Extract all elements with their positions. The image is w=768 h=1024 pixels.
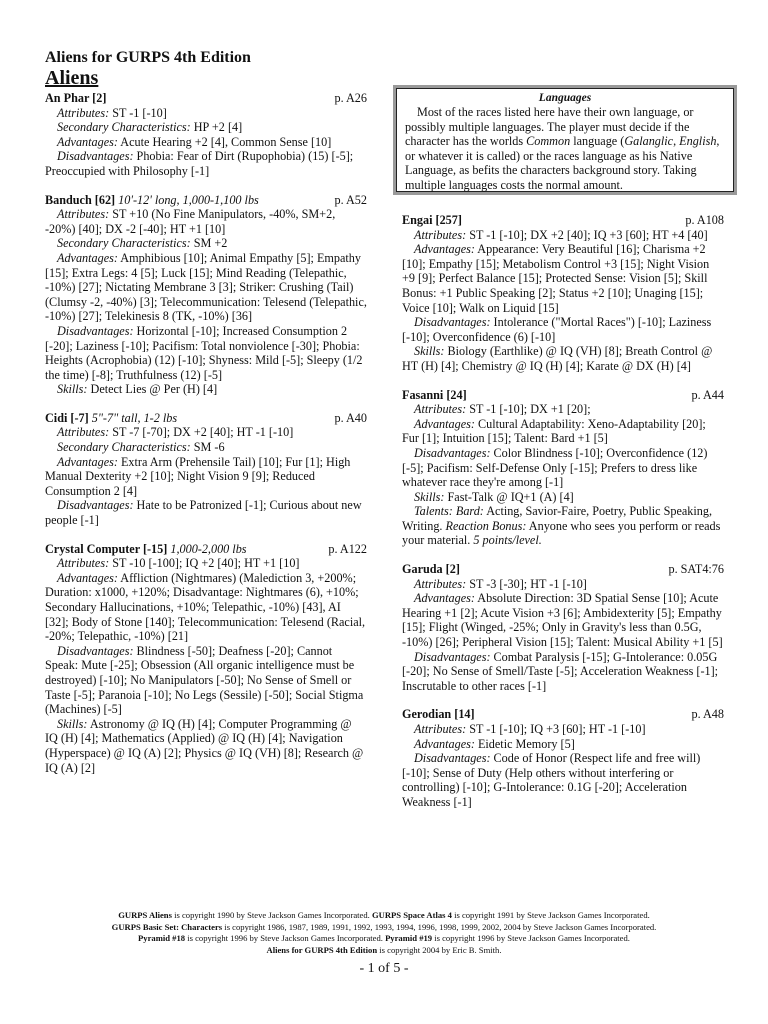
copyright-text: is copyright 1996 by Steve Jackson Games Incorporated. [185,933,386,944]
race-heading [402,562,724,577]
trait-label: Advantages: [57,570,118,585]
trait-line [402,402,724,417]
race-entry [45,193,367,397]
trait-line [45,440,367,455]
trait-text: Eidetic Memory [5] [477,736,575,751]
indent [45,207,57,221]
indent [402,228,414,242]
page-reference: p. SAT4:76 [668,562,724,577]
trait-text: Anyone who sees you perform or reads your material. [402,518,721,548]
trait-line [402,228,724,243]
trait-text: Amphibious [10]; Animal Empathy [5]; Empathy [15]; Extra Legs: 4 [5]; Luck [15]; Mind Reading (Telepathic, -10%) [27]; Nictating Membrane 3 [3]; Striker: Crushing (Tail) (Clumsy -2, -40%) [3]; Telecommunication: Telesend (Telepathic, -10%) [27]; Telekinesis 8 (TK, -10%) [36] [45,250,367,324]
page-number: - 1 of 5 - [359,961,409,976]
indent [45,425,57,439]
race-heading [402,707,724,722]
sidebar-text-run: , [673,134,680,149]
trait-text: ST -1 [-10]; IQ +3 [60]; HT -1 [-10] [469,722,646,736]
trait-text: Hate to be Patronized [-1]; Curious about new people [-1] [45,498,362,528]
trait-label: Attributes: [57,425,110,440]
trait-text: Astronomy @ IQ (H) [4]; Computer Programming @ IQ (H) [4]; Mathematics (Applied) @ IQ (H) [4]; Navigation (Hyperspace) @ IQ (A) [2]; Physics @ IQ (VH) [8]; Research @ IQ (A) [2] [45,716,364,775]
trait-line [45,324,367,382]
trait-label: Disadvantages: [57,643,134,658]
trait-label: Advantages: [414,242,475,257]
emphasized-term: English [679,134,717,149]
race-entry [402,388,724,549]
right-column [402,213,724,824]
trait-line [402,577,724,592]
race-entry [45,91,367,179]
trait-text: ST -10 [-100]; IQ +2 [40]; HT +1 [10] [112,556,300,571]
indent [45,149,57,163]
trait-text: Acute Hearing +2 [4], Common Sense [10] [120,134,332,149]
trait-text: Color Blindness [-10]; Overconfidence (12) [-5]; Pacifism: Self-Defense Only [-15]; Prefers to dress like whatever race they're among [-1] [402,445,708,490]
trait-label: Skills: [414,489,445,504]
indent [402,650,414,664]
trait-line [45,251,367,324]
trait-text: Code of Honor (Respect life and free will) [-10]; Sense of Duty (Help others without interfering or controlling) [-10]; G-Intolerance: 0.1G [-20]; Acceleration Weakness [-1] [402,751,701,809]
page-reference: p. A26 [334,91,367,105]
race-heading [45,91,367,106]
race-name-group [45,193,259,208]
trait-label: Disadvantages: [57,149,134,164]
trait-text: ST -1 [-10]; DX +1 [20]; [469,402,591,417]
work-title: Pyramid #18 [138,933,186,944]
sidebar-text-run: language ( [570,134,625,149]
copyright-line [40,922,728,934]
race-entry [45,542,367,776]
indent [45,382,57,396]
trait-line [45,120,367,135]
race-heading [45,542,367,557]
trait-line [402,242,724,315]
work-title: GURPS Aliens [118,910,172,920]
trait-text: Blindness [-50]; Deafness [-20]; Cannot Speak: Mute [-25]; Obsession (All organic intelligence must be destroyed) [-10]; No Manipulators [-50]; No Sense of Smell or Taste [-5]; Paranoia [-10]; No Legs (Sessile) [-50]; Social Stigma (Machines) [-5] [45,643,364,717]
indent [45,455,57,469]
trait-text: ST -7 [-70]; DX +2 [40]; HT -1 [-10] [112,425,294,440]
trait-text: Cultural Adaptability: Xeno-Adaptability [20]; Fur [1]; Intuition [15]; Talent: Bard +1 [5] [402,416,706,446]
trait-line [402,737,724,752]
trait-line [402,650,724,694]
trait-label: Attributes: [57,207,110,222]
race-name-group [402,388,467,403]
page-reference: p. A44 [691,387,724,402]
trait-label: Disadvantages: [414,315,491,330]
indent [45,644,57,658]
trait-text: Absolute Direction: 3D Spatial Sense [10]; Acute Hearing +1 [2]; Acute Vision +3 [6]; Ambidexterity [5]; Empathy [15]; Flight (Winged, -25%; Only in Gravity's less than 0.5G, -10%) [26]; Peripheral Vision [15]; Talent: Musical Ability +1 [5] [402,591,723,650]
page-reference: p. A122 [328,541,367,556]
indent [45,717,57,731]
trait-line [45,207,367,236]
trait-line [402,722,724,737]
indent [402,402,414,416]
work-title: Pyramid #19 [385,933,433,944]
work-title: GURPS Space Atlas 4 [371,910,452,920]
trait-label: Advantages: [414,591,475,606]
indent [402,577,414,591]
indent [45,571,57,585]
race-name: An Phar [2] [45,91,107,105]
trait-label: Attributes: [414,722,467,736]
trait-text: ST -1 [-10]; DX +2 [40]; IQ +3 [60]; HT +4 [40] [469,227,708,242]
race-name: Garuda [2] [402,562,460,577]
trait-text: SM +2 [193,236,228,251]
trait-label: Skills: [414,344,445,359]
trait-label: Advantages: [414,736,475,751]
race-name: Crystal Computer [-15] [45,541,168,556]
left-column [45,91,367,789]
indent [402,446,414,460]
trait-text: Biology (Earthlike) @ IQ (VH) [8]; Breath Control @ HT (H) [4]; Chemistry @ IQ (H) [4]; Karate @ DX (H) [4] [402,344,713,373]
trait-text: Appearance: Very Beautiful [16]; Charisma +2 [10]; Empathy [15]; Metabolism Control +3 [15]; Night Vision +9 [9]; Perfect Balance [15]; Protected Sense: Vision [5]; Skill Bonus: +1 Public Speaking [2]; Status +2 [10]; Unaging [15]; Voice [10]; Walk on Liquid [15] [402,242,710,315]
trait-label: Reaction Bonus: [445,518,527,533]
trait-label: Secondary Characteristics: [57,236,191,251]
trait-line [402,344,724,373]
trait-label: Disadvantages: [414,751,491,766]
trait-line [45,455,367,499]
page-reference: p. A52 [334,192,367,207]
race-name: Engai [257] [402,213,462,227]
copyright-text: is copyright 1986, 1987, 1989, 1991, 1992, 1993, 1994, 1996, 1998, 1999, 2002, 2004 by Steve Jackson Games Incorporated. [222,921,657,932]
copyright-footer [40,910,728,956]
sidebar-title: Languages [538,92,592,104]
trait-label: Secondary Characteristics: [57,440,191,455]
race-entry [402,562,724,693]
race-heading [45,193,367,208]
indent [402,591,414,605]
trait-label: Skills: [57,716,88,731]
trait-line [45,571,367,644]
trait-label: Disadvantages: [414,445,491,460]
trait-text: Acting, Savior-Faire, Poetry, Public Speaking, Writing. [402,504,712,533]
trait-text: Fast-Talk @ IQ+1 (A) [4] [447,489,574,504]
trait-line [45,236,367,251]
trait-line [402,417,724,446]
trait-text: Extra Arm (Prehensile Tail) [10]; Fur [1]; High Manual Dexterity +2 [10]; Night Vision 9 [9]; Reduced Consumption 2 [4] [45,454,351,498]
sidebar-box [396,88,734,192]
page-reference: p. A108 [685,213,724,227]
trait-line [45,382,367,397]
race-size: 10'-12' long, 1,000-1,100 lbs [118,192,259,207]
indent [45,106,57,120]
trait-line [45,498,367,527]
trait-line [45,644,367,717]
indent [402,751,414,765]
trait-line [402,446,724,490]
race-heading [402,388,724,403]
trait-label: Attributes: [414,227,467,242]
race-name-group [45,542,247,557]
indent [402,722,414,736]
copyright-line [40,945,728,957]
indent [45,498,57,512]
race-heading [402,213,724,228]
trait-line [402,591,724,649]
trait-line [45,149,367,178]
race-name: Banduch [62] [45,192,116,207]
race-name-group [45,91,106,106]
trait-text: Detect Lies @ Per (H) [4] [90,382,218,397]
trait-label: Advantages: [414,416,475,431]
race-name-group [402,562,460,577]
trait-label: Disadvantages: [57,498,134,513]
trait-text: Affliction (Nightmares) (Malediction 3, +200%; Duration: x1000, +120%; Disadvantage: Nightmares (6), +10%; Secondary Hallucinations, +10%; Telepathic, -10%) [43], AI [32]; Body of Stone [140]; Telecommunication: Telesend (Racial, -20%; Telepathic, -10%) [21] [45,570,366,644]
copyright-line [40,910,728,922]
trait-label: Attributes: [57,556,110,571]
trait-line [45,106,367,121]
trait-label: Attributes: [414,576,467,591]
race-entry [402,213,724,374]
indent [402,417,414,431]
indent [402,315,414,329]
indent [402,344,414,358]
trait-line [45,717,367,775]
copyright-text: is copyright 1996 by Steve Jackson Games Incorporated. [432,933,630,944]
trait-text: Combat Paralysis [-15]; G-Intolerance: 0.05G [-20]; No Sense of Smell/Taste [-5]; Acceleration Weakness [-1]; Inscrutable to other races [-1] [402,649,719,693]
race-entry [45,411,367,528]
indent [45,135,57,149]
page-reference: p. A48 [691,707,724,722]
sidebar-body [405,105,725,193]
trait-text: Phobia: Fear of Dirt (Rupophobia) (15) [-5]; Preoccupied with Philosophy [-1] [45,149,354,178]
trait-line [402,504,724,548]
indent [45,556,57,570]
indent [402,490,414,504]
trait-label: Advantages: [57,134,118,149]
trait-label: Advantages: [57,454,118,469]
work-title: Aliens for GURPS 4th Edition [266,944,378,955]
trait-text: Horizontal [-10]; Increased Consumption 2 [-20]; Laziness [-10]; Pacifism: Total nonviolence [-30]; Phobia: Heights (Acrophobia) (12) [-10]; Shyness: Mild [-5]; Sleepy (1/2 the time) [-8]; Truthfulness (12) [-5] [45,323,363,382]
trait-line [402,751,724,809]
indent [402,504,414,518]
trait-text: HP +2 [4] [193,120,243,135]
trait-label: Disadvantages: [414,649,491,664]
indent [45,236,57,250]
trait-line [45,425,367,440]
race-name: Cidi [-7] [45,410,89,425]
sidebar-text-run: Most of the races listed here have their own language, or possibly multiple languages. The player must decide if the character has the worlds [405,105,694,149]
race-heading [45,411,367,426]
trait-line [402,315,724,344]
emphasized-term: Galanglic [624,134,674,149]
race-name: Gerodian [14] [402,707,475,722]
trait-label: 5 points/level. [473,533,542,548]
trait-text: ST -3 [-30]; HT -1 [-10] [469,576,587,591]
copyright-text: is copyright 1991 by Steve Jackson Games Incorporated. [451,910,650,920]
copyright-text: is copyright 2004 by Eric B. Smith. [377,944,502,955]
document-title: Aliens for GURPS 4th Edition [45,49,251,66]
indent [45,251,57,265]
languages-sidebar [393,85,737,195]
race-size: 1,000-2,000 lbs [170,541,247,556]
trait-line [45,135,367,150]
race-name-group [402,707,475,722]
race-size: 5"-7" tall, 1-2 lbs [91,410,178,425]
race-name-group [45,411,177,426]
trait-line [45,556,367,571]
page-reference: p. A40 [334,410,367,425]
sidebar-text-run: , or whatever it is called) or the races language as his Native Language, as befits the characters background story. Taking multiple languages costs the normal amount. [405,134,720,192]
trait-label: Attributes: [414,402,467,417]
trait-text: ST +10 (No Fine Manipulators, -40%, SM+2, -20%) [40]; DX -2 [-40]; HT +1 [10] [45,207,336,236]
indent [402,737,414,751]
trait-text: Intolerance ("Mortal Races") [-10]; Laziness [-10]; Overconfidence (6) [-10] [402,315,712,344]
race-name-group [402,213,462,228]
race-entry [402,707,724,809]
copyright-line [40,933,728,945]
trait-text: ST -1 [-10] [112,105,167,120]
trait-label: Skills: [57,382,88,397]
trait-label: Attributes: [57,105,110,120]
indent [45,120,57,134]
trait-line [402,490,724,505]
indent [45,324,57,338]
indent [45,440,57,454]
indent [402,242,414,256]
work-title: GURPS Basic Set: Characters [111,921,223,932]
section-title: Aliens [45,67,99,89]
trait-text: SM -6 [193,440,225,455]
trait-label: Secondary Characteristics: [57,120,191,135]
trait-label: Disadvantages: [57,323,134,338]
emphasized-term: Common [526,134,571,149]
trait-label: Advantages: [57,250,118,265]
copyright-text: is copyright 1990 by Steve Jackson Games Incorporated. [171,910,372,920]
race-name: Fasanni [24] [402,387,467,402]
trait-label: Talents: Bard: [414,504,484,519]
